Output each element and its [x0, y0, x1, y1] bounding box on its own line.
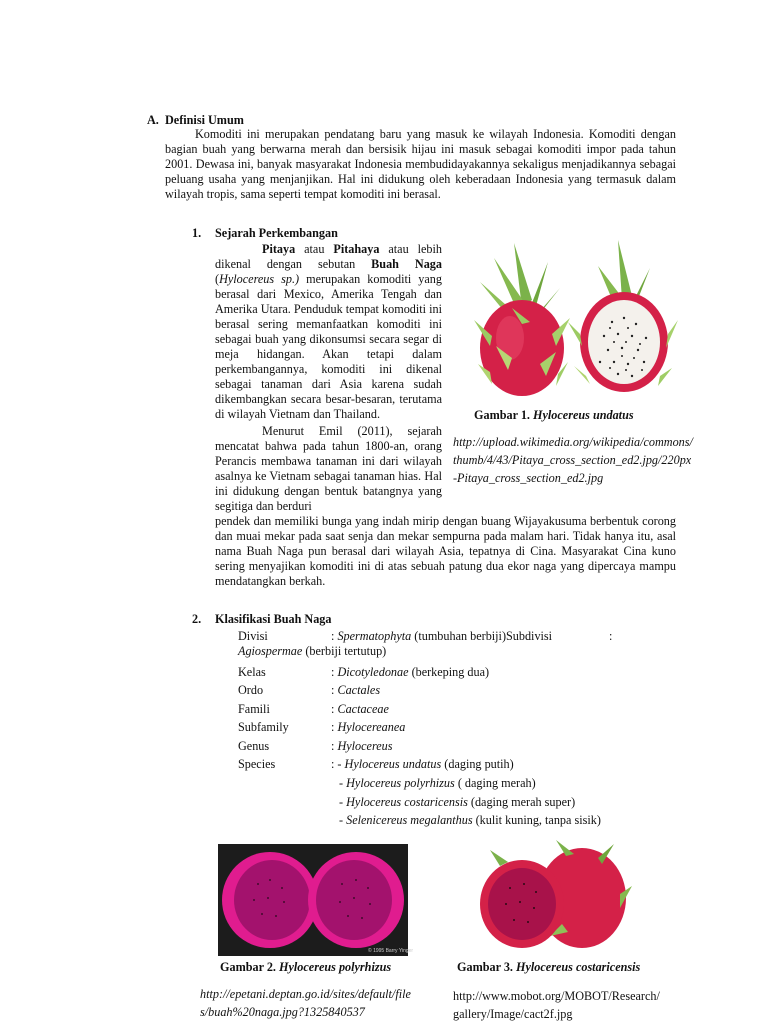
species-note: ( daging merah)	[454, 776, 536, 790]
row-note: (tumbuhan berbiji)Subdivisi	[411, 629, 553, 643]
scientific-name: Hylocereus sp.)	[219, 272, 300, 286]
row-key: Species	[238, 757, 276, 771]
row-value: Dicotyledonae	[337, 665, 409, 679]
figure-2-caption	[220, 960, 391, 975]
subdivisi-colon: :	[609, 629, 613, 643]
species-value: Hylocereus undatus	[344, 757, 442, 771]
caption-scientific-name: Hylocereus undatus	[533, 408, 634, 422]
history-paragraph-1	[215, 242, 442, 422]
caption-prefix: Gambar 3.	[457, 960, 517, 974]
species-prefix: -	[339, 813, 347, 827]
row-value: Hylocereus	[337, 739, 393, 753]
species-note: (daging merah super)	[467, 795, 576, 809]
classification-row-famili: Famili : Cactaceae	[238, 702, 389, 716]
classification-row-divisi	[238, 629, 552, 644]
row-note: (berkeping dua)	[408, 665, 490, 679]
classification-row-ordo: Ordo : Cactales	[238, 683, 381, 697]
species-prefix: -	[339, 795, 347, 809]
image-watermark: © 1995 Barry Yinger	[368, 948, 414, 954]
row-value: Spermatophyta	[337, 629, 412, 643]
row-value: Hylocereanea	[337, 720, 406, 734]
sub1-number: 1.	[192, 226, 202, 240]
species-value: Hylocereus costaricensis	[346, 795, 468, 809]
text-fragment: (	[215, 272, 220, 286]
row-value: Agiospermae	[238, 644, 303, 658]
halved-dragon-fruit	[568, 240, 678, 392]
sub2-number: 2.	[192, 612, 202, 626]
species-note: (daging putih)	[441, 757, 514, 771]
caption-scientific-name: Hylocereus polyrhizus	[279, 960, 392, 974]
figure-1-caption	[474, 408, 634, 423]
row-key: Genus	[238, 739, 270, 753]
text-fragment: merupakan komoditi yang berasal dari Mexico, Amerika Tengah dan Amerika Utara. Penduduk tempat komoditi ini berasal sering memanfaatkan komoditi ini sebagai buah yang dikonsumsi secara segar di meja hidangan. Akan tetapi dalam perkembangannya, komoditi ini dikenal sebagai tanaman dari Asia karena sudah dikembangkan secara besar-besaran, terutama di wilayah Vietnam dan Thailand.	[215, 272, 442, 421]
species-note: (kulit kuning, tanpa sisik)	[472, 813, 601, 827]
species-item	[339, 776, 536, 791]
figure-1-source-url[interactable]: http://upload.wikimedia.org/wikipedia/commons/thumb/4/43/Pitaya_cross_section_ed2.jpg/220px-Pitaya_cross_section_ed2.jpg	[453, 435, 693, 485]
text-fragment: atau	[295, 242, 334, 256]
term-pitaya: Pitaya	[262, 242, 296, 256]
sub1-title: Sejarah Perkembangan	[215, 226, 338, 240]
caption-prefix: Gambar 1.	[474, 408, 534, 422]
figure-2-image	[218, 844, 414, 956]
row-sep: :	[331, 629, 338, 643]
classification-row-subdivisi	[238, 644, 386, 659]
row-value: Cactaceae	[337, 702, 389, 716]
species-prefix: -	[339, 776, 347, 790]
figure-1-image	[452, 238, 682, 398]
sub2-title: Klasifikasi Buah Naga	[215, 612, 332, 626]
figure-3-image	[470, 836, 632, 954]
section-letter: A.	[147, 113, 159, 127]
caption-prefix: Gambar 2.	[220, 960, 280, 974]
classification-row-species	[238, 757, 514, 772]
row-key: Famili	[238, 702, 270, 716]
term-pitahaya: Pitahaya	[333, 242, 380, 256]
row-note: (berbiji tertutup)	[302, 644, 387, 658]
classification-row-kelas: Kelas : Dicotyledonae (berkeping dua)	[238, 665, 490, 679]
species-value: Hylocereus polyrhizus	[346, 776, 455, 790]
row-value: Cactales	[337, 683, 381, 697]
text-fragment: atau lebih dikenal dengan sebutan	[215, 242, 442, 271]
row-key: Ordo	[238, 683, 264, 697]
classification-row-genus: Genus : Hylocereus	[238, 739, 393, 753]
history-paragraph-2-wide: pendek dan memiliki bunga yang indah mirip dengan buang Wijayakusuma berbentuk corong dan muai mekar pada saat senja dan mekar sempurna pada malam hari. Tidak hanya itu, asal nama Buah Naga pun berasal dari wilayah Asia, tepatnya di Cina. Masyarakat Cina kuno sering menyajikan komoditi ini di atas sebuah patung dua ekor naga yang dipercaya mampu mendatangkan berkah.	[215, 514, 676, 588]
row-key: Subfamily	[238, 720, 289, 734]
history-paragraph-2-narrow: Menurut Emil (2011), sejarah mencatat bahwa pada tahun 1800-an, orang Perancis membawa tanaman ini dari wilayah asalnya ke Vietnam sebagai tanaman hias. Hal ini didukung dengan bentuk batangnya yang segitiga dan berduri	[215, 424, 442, 513]
row-key: Kelas	[238, 665, 266, 679]
whole-dragon-fruit	[474, 243, 570, 396]
species-item	[339, 813, 601, 828]
species-prefix: : -	[331, 757, 345, 771]
caption-scientific-name: Hylocereus costaricensis	[516, 960, 641, 974]
species-item	[339, 795, 575, 810]
figure-3-source-url[interactable]: http://www.mobot.org/MOBOT/Research/gallery/Image/cact2f.jpg	[453, 989, 660, 1021]
term-buah-naga: Buah Naga	[371, 257, 442, 271]
classification-row-subfamily: Subfamily : Hylocereanea	[238, 720, 406, 734]
row-key: Divisi	[238, 629, 268, 643]
figure-2-source-url[interactable]: http://epetani.deptan.go.id/sites/default/files/buah%20naga.jpg?1325840537	[200, 987, 411, 1019]
section-title: Definisi Umum	[165, 113, 244, 127]
figure-3-caption	[457, 960, 640, 975]
species-value: Selenicereus megalanthus	[346, 813, 473, 827]
intro-paragraph: Komoditi ini merupakan pendatang baru yang masuk ke wilayah Indonesia. Komoditi dengan bagian buah yang berwarna merah dan bersisik hijau ini masuk sebagai komoditi impor pada tahun 2001. Dewasa ini, banyak masyarakat Indonesia membudidayakannya sekaligus menjadikannya sebagai peluang usaha yang menjanjikan. Hal ini didukung oleh keberadaan Indonesia yang termasuk dalam wilayah tropis, sama seperti tempat komoditi ini berasal.	[165, 127, 676, 201]
